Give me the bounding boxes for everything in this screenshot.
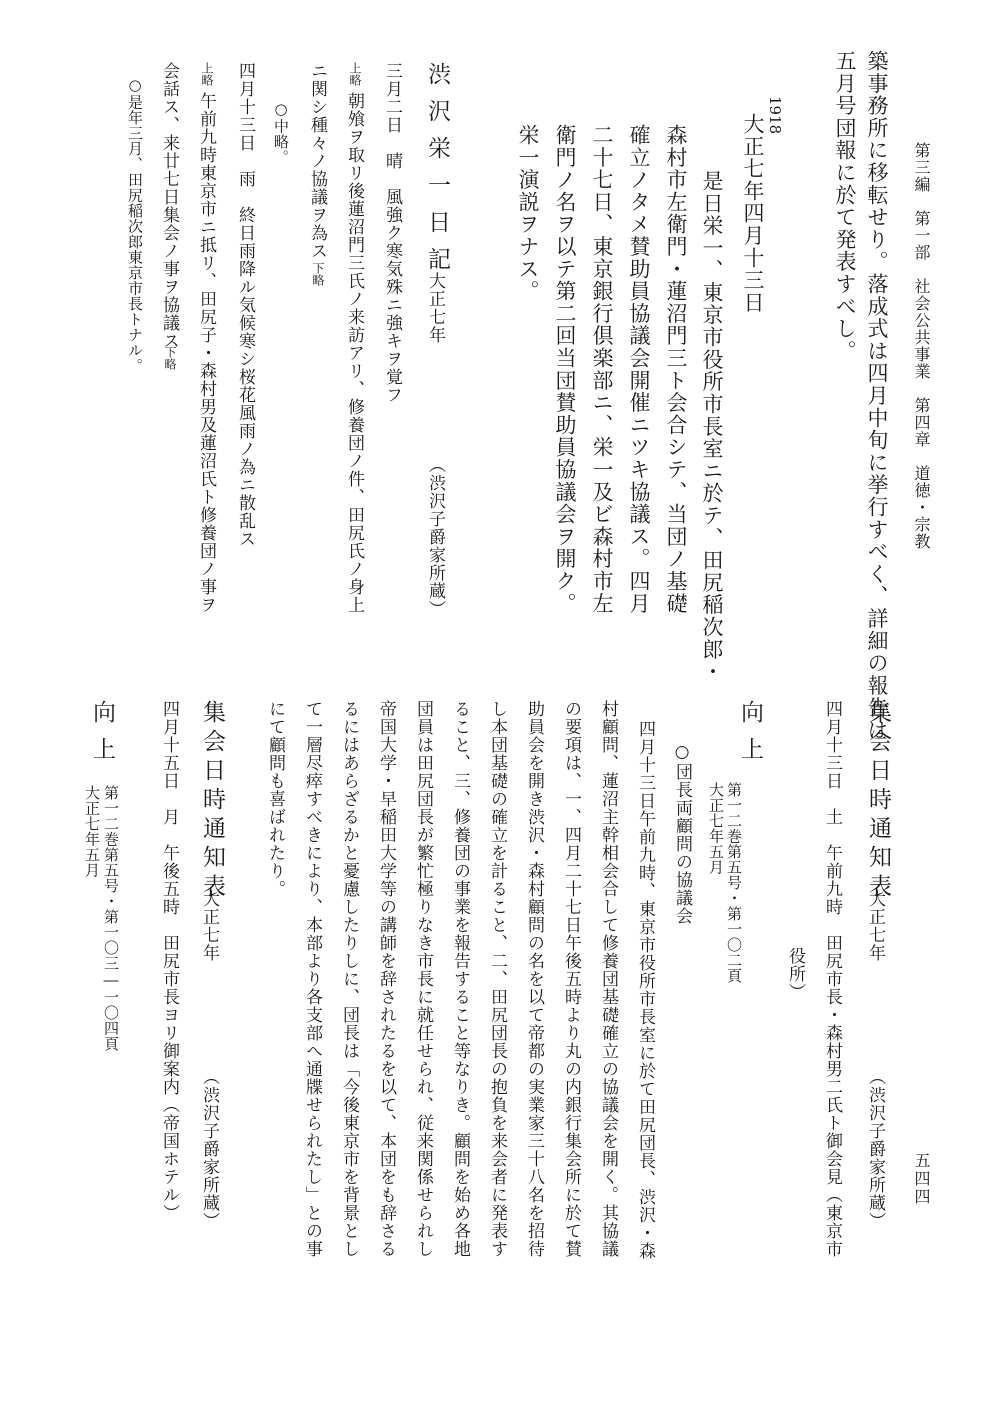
article-title: ○団長両顧問の協議会 bbox=[672, 742, 692, 925]
journal-date-2: 大正七年五月 bbox=[83, 785, 101, 878]
diary-line-2: 朝飧ヲ取リ後蓮沼門三氏ノ来訪アリ、修養団ノ件、田尻氏ノ身上 bbox=[344, 92, 364, 614]
entry-body-line-3: 確立ノタメ賛助員協議会開催ニツキ協議ス。四月 bbox=[627, 124, 651, 615]
article-line-4: 助員会を開き渋沢・森村顧問の名を以て帝都の実業家三十八名を招待 bbox=[524, 700, 544, 1258]
diary-note-mayor: ○是年三月、田尻稲次郎東京市長トナル。 bbox=[126, 76, 144, 374]
entry-date-heading: 大正七年四月十三日 bbox=[741, 113, 765, 314]
notice-year-1: 大正七年 bbox=[865, 890, 885, 962]
page-number: 五四四 bbox=[912, 1152, 931, 1206]
omission-mark-top: 上略 bbox=[348, 62, 362, 86]
notice-title-2: 集会日時通知表 bbox=[199, 700, 225, 903]
journal-ref-2: 第一二巻第五号・第一〇三―一〇四頁 bbox=[102, 785, 120, 1052]
journal-title-2: 向上 bbox=[89, 700, 115, 774]
journal-date-1: 大正七年五月 bbox=[707, 782, 725, 875]
continuation-line-2: 五月号団報に於て発表すべし。 bbox=[833, 50, 857, 363]
notice-entry-1: 四月十三日 土 午前九時 田尻市長・森村男二氏ト御会見（東京市 bbox=[822, 700, 842, 1258]
diary-line-7: 会話ス、来廿七日集会ノ事ヲ協議ス bbox=[159, 62, 179, 350]
journal-title-1: 向上 bbox=[737, 700, 763, 774]
article-line-1: 四月十三日午前九時、東京市役所市長室に於て田尻団長、渋沢・森 bbox=[635, 720, 655, 1260]
notice-source-1: （渋沢子爵家所蔵） bbox=[865, 1068, 885, 1230]
article-line-7: 団員は田尻団長が繁忙極りなき市長に就任せられ、従来関係せられし bbox=[413, 700, 433, 1258]
notice-entry-1-cont: 役所） bbox=[785, 947, 805, 1001]
diary-year: 大正七年 bbox=[425, 272, 445, 344]
omission-mark-bottom: 下略 bbox=[311, 262, 325, 286]
diary-line-3: ニ関シ種々ノ協議ヲ為ス bbox=[307, 62, 327, 260]
diary-source: （渋沢子爵家所蔵） bbox=[425, 456, 445, 618]
article-line-9: るにはあらざるかと憂慮したりしに、団長は「今後東京市を背景とし bbox=[339, 700, 359, 1258]
article-line-5: し本団基礎の確立を計ること、二、田尻団長の抱負を来会者に発表す bbox=[487, 700, 507, 1258]
notice-year-2: 大正七年 bbox=[199, 890, 219, 962]
notice-title-1: 集会日時通知表 bbox=[865, 700, 891, 903]
entry-body-line-2: 森村市左衛門・蓮沼門三ト会合シテ、当団ノ基礎 bbox=[664, 124, 688, 615]
notice-source-2: （渋沢子爵家所蔵） bbox=[199, 1068, 219, 1230]
article-line-3: の要項は、一、四月二十七日午後五時より丸の内銀行集会所に於て賛 bbox=[561, 700, 581, 1258]
diary-line-5: 四月十三日 雨 終日雨降ル気候寒シ桜花風雨ノ為ニ散乱ス bbox=[235, 62, 255, 548]
continuation-line-1: 築事務所に移転せり。落成式は四月中旬に挙行すべく、詳細の報告は bbox=[865, 50, 889, 742]
notice-entry-2: 四月十五日 月 午後五時 田尻市長ヨリ御案内（帝国ホテル） bbox=[159, 700, 179, 1222]
article-line-8: 帝国大学・早稲田大学等の講師を辞されたるを以て、本団をも辞さる bbox=[376, 700, 396, 1258]
entry-body-line-5: 衛門ノ名ヲ以テ第二回当団賛助員協議会ヲ開ク。 bbox=[553, 124, 577, 615]
omission-mark-top-2: 上略 bbox=[200, 62, 214, 86]
diary-line-6: 午前九時東京市ニ抵リ、田尻子・森村男及蓮沼氏ト修養団ノ事ヲ bbox=[196, 92, 216, 614]
diary-omission-note: ○中略。 bbox=[272, 100, 290, 165]
article-line-6: ること、三、修養団の事業を報告すること等なりき。顧問を始め各地 bbox=[450, 700, 470, 1258]
diary-line-1: 三月二日 晴 風強ク寒気殊ニ強キヲ覚フ bbox=[382, 62, 402, 404]
article-line-11: にて顧問も喜ばれたり。 bbox=[265, 700, 285, 898]
article-line-2: 村顧問、蓮沼主幹相会合して修養団基礎確立の協議会を開く。其協議 bbox=[598, 700, 618, 1258]
omission-mark-bottom-2: 下略 bbox=[163, 346, 177, 370]
entry-body-line-1: 是日栄一、東京市役所市長室ニ於テ、田尻稲次郎・ bbox=[700, 170, 724, 683]
entry-body-line-4: 二十七日、東京銀行倶楽部ニ、栄一及ビ森村市左 bbox=[590, 124, 614, 615]
journal-ref-1: 第一二巻第五号・第一〇二頁 bbox=[725, 782, 743, 984]
year-ad-note: 1918 bbox=[766, 96, 784, 135]
article-line-10: て一層尽瘁すべきにより、本部より各支部へ通牒せられたし」との事 bbox=[302, 700, 322, 1258]
running-header: 第三編 第一部 社会公共事業 第四章 道徳・宗教 bbox=[912, 142, 931, 550]
entry-body-line-6: 栄一演説ヲナス。 bbox=[516, 124, 540, 303]
diary-title: 渋沢栄一日記 bbox=[424, 62, 450, 284]
